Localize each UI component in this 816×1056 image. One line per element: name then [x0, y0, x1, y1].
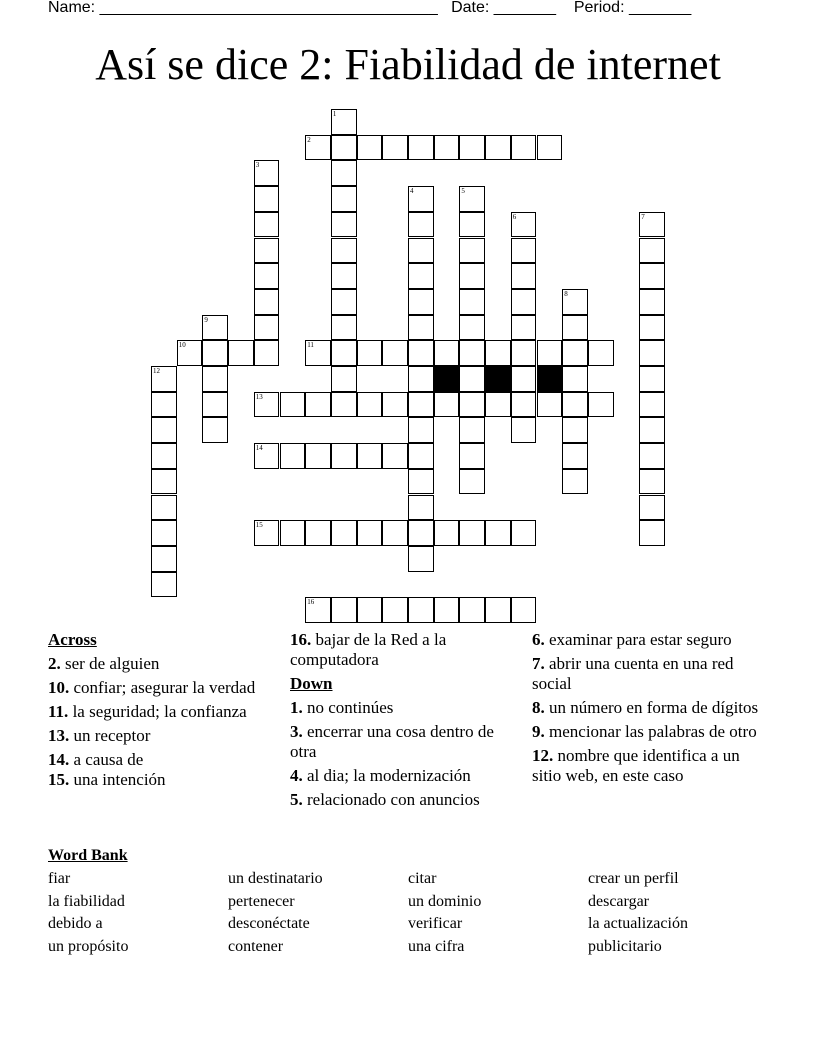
- clue-text: examinar para estar seguro: [549, 630, 732, 649]
- crossword-cell[interactable]: [305, 392, 331, 418]
- clue-number: 1.: [290, 698, 303, 717]
- crossword-cell[interactable]: [537, 340, 563, 366]
- crossword-cell[interactable]: [382, 597, 408, 623]
- crossword-cell[interactable]: [357, 520, 383, 546]
- crossword-cell[interactable]: [408, 417, 434, 443]
- crossword-cell[interactable]: [434, 340, 460, 366]
- word-bank-item: crear un perfil: [588, 870, 679, 887]
- clue-text: un receptor: [73, 726, 151, 745]
- clue-down-9: [532, 722, 772, 742]
- crossword-cell[interactable]: [408, 495, 434, 521]
- clue-number-label: 13: [255, 392, 263, 401]
- crossword-cell[interactable]: [202, 366, 228, 392]
- clue-number: 13.: [48, 726, 70, 745]
- crossword-cell[interactable]: [511, 289, 537, 315]
- clue-down-6: [532, 630, 772, 650]
- crossword-cell[interactable]: [537, 392, 563, 418]
- crossword-cell[interactable]: [562, 443, 588, 469]
- crossword-cell[interactable]: [408, 238, 434, 264]
- clue-number: 3.: [290, 722, 303, 741]
- clue-text: al dia; la modernización: [307, 766, 471, 785]
- clue-number-label: 6: [512, 212, 517, 221]
- crossword-cell[interactable]: [511, 135, 537, 161]
- crossword-cell[interactable]: [434, 520, 460, 546]
- clue-down-5: [290, 790, 505, 810]
- word-bank-item: un dominio: [408, 892, 482, 910]
- clue-across-16: [290, 630, 505, 670]
- crossword-cell[interactable]: [639, 366, 665, 392]
- clue-number: 12.: [532, 746, 554, 765]
- crossword-cell[interactable]: [485, 392, 511, 418]
- crossword-cell[interactable]: [485, 135, 511, 161]
- crossword-cell[interactable]: [434, 392, 460, 418]
- crossword-cell[interactable]: [331, 212, 357, 238]
- crossword-cell[interactable]: [254, 212, 280, 238]
- down-heading: Down: [290, 674, 333, 693]
- crossword-cell[interactable]: [331, 597, 357, 623]
- crossword-cell[interactable]: [151, 443, 177, 469]
- crossword-cell[interactable]: [639, 263, 665, 289]
- clue-number: 9.: [532, 722, 545, 741]
- clue-number: 11.: [48, 702, 69, 721]
- crossword-cell[interactable]: [408, 340, 434, 366]
- crossword-block: [485, 366, 511, 392]
- crossword-cell[interactable]: [331, 340, 357, 366]
- clue-number-label: 16: [307, 598, 315, 607]
- crossword-cell[interactable]: [639, 417, 665, 443]
- clue-number: 15.: [48, 770, 70, 789]
- word-bank-item: debido a: [48, 915, 103, 932]
- clues-column-2: [290, 630, 505, 814]
- crossword-cell[interactable]: [408, 366, 434, 392]
- crossword-cell[interactable]: [408, 469, 434, 495]
- crossword-cell[interactable]: [151, 469, 177, 495]
- crossword-cell[interactable]: [408, 212, 434, 238]
- clue-number-label: 15: [255, 521, 263, 530]
- clue-down-8: [532, 698, 772, 718]
- crossword-cell[interactable]: [639, 289, 665, 315]
- clue-text: ser de alguien: [65, 654, 160, 673]
- date-field[interactable]: Date: _______: [451, 0, 557, 16]
- crossword-cell[interactable]: [305, 443, 331, 469]
- clue-down-12: [532, 746, 772, 786]
- crossword-cell[interactable]: [151, 572, 177, 598]
- crossword-cell[interactable]: [331, 289, 357, 315]
- clue-text: a causa de: [73, 750, 144, 769]
- clue-across-10: [48, 678, 263, 698]
- clue-number-label: 3: [255, 161, 260, 170]
- word-bank-item: verificar: [408, 915, 463, 932]
- clue-text: nombre que identifica a un sitio web, en este caso: [532, 746, 740, 785]
- word-bank-item: desconéctate: [228, 915, 310, 932]
- crossword-cell[interactable]: [408, 315, 434, 341]
- crossword-cell[interactable]: [382, 340, 408, 366]
- crossword-cell[interactable]: [485, 520, 511, 546]
- crossword-cell[interactable]: [639, 340, 665, 366]
- crossword-cell[interactable]: [151, 417, 177, 443]
- crossword-cell[interactable]: [459, 469, 485, 495]
- crossword-cell[interactable]: [357, 392, 383, 418]
- clue-number: 16.: [290, 630, 312, 649]
- crossword-cell[interactable]: [485, 340, 511, 366]
- crossword-cell[interactable]: [228, 340, 254, 366]
- crossword-cell[interactable]: [511, 212, 537, 238]
- across-heading: Across: [48, 630, 97, 649]
- crossword-cell[interactable]: [254, 160, 280, 186]
- crossword-cell[interactable]: [382, 443, 408, 469]
- crossword-cell[interactable]: [202, 315, 228, 341]
- crossword-cell[interactable]: [254, 263, 280, 289]
- crossword-cell[interactable]: [459, 212, 485, 238]
- crossword-cell[interactable]: [562, 469, 588, 495]
- crossword-cell[interactable]: [382, 135, 408, 161]
- crossword-cell[interactable]: [331, 392, 357, 418]
- crossword-cell[interactable]: [408, 186, 434, 212]
- clue-across-14: [48, 750, 263, 770]
- clue-number-label: 5: [461, 187, 465, 196]
- clue-number-label: 1: [332, 110, 337, 118]
- clue-across-11: [48, 702, 263, 722]
- clue-text: mencionar las palabras de otro: [549, 722, 757, 741]
- crossword-cell[interactable]: [305, 597, 331, 623]
- crossword-cell[interactable]: [331, 520, 357, 546]
- crossword-cell[interactable]: [151, 366, 177, 392]
- period-field[interactable]: Period: _______: [573, 0, 692, 16]
- crossword-cell[interactable]: [254, 315, 280, 341]
- crossword-cell[interactable]: [254, 340, 280, 366]
- word-bank-item: publicitario: [588, 937, 662, 955]
- crossword-cell[interactable]: [639, 443, 665, 469]
- clue-number: 2.: [48, 654, 61, 673]
- crossword-cell[interactable]: [331, 263, 357, 289]
- crossword-cell[interactable]: [331, 186, 357, 212]
- crossword-cell[interactable]: [280, 392, 306, 418]
- word-bank-item: una cifra: [408, 937, 465, 955]
- clue-number-label: 8: [564, 289, 568, 298]
- crossword-cell[interactable]: [408, 597, 434, 623]
- word-bank-item: descargar: [588, 892, 649, 910]
- crossword-cell[interactable]: [511, 417, 537, 443]
- crossword-cell[interactable]: [639, 238, 665, 264]
- crossword-cell[interactable]: [459, 186, 485, 212]
- crossword-cell[interactable]: [459, 366, 485, 392]
- crossword-cell[interactable]: [511, 597, 537, 623]
- crossword-cell[interactable]: [331, 315, 357, 341]
- crossword-cell[interactable]: [254, 289, 280, 315]
- crossword-cell[interactable]: [562, 366, 588, 392]
- clue-number-label: 4: [410, 187, 414, 196]
- clue-text: bajar de la Red a la computadora: [290, 630, 447, 669]
- clue-number: 14.: [48, 750, 70, 769]
- crossword-cell[interactable]: [459, 392, 485, 418]
- word-bank-item: un propósito: [48, 937, 129, 955]
- word-bank-item: la actualización: [588, 915, 688, 932]
- crossword-cell[interactable]: [254, 520, 280, 546]
- crossword-cell[interactable]: [459, 238, 485, 264]
- crossword-cell[interactable]: [639, 495, 665, 521]
- crossword-cell[interactable]: [639, 315, 665, 341]
- crossword-block: [434, 366, 460, 392]
- clue-across-13: [48, 726, 263, 746]
- crossword-cell[interactable]: [357, 443, 383, 469]
- crossword-cell[interactable]: [459, 443, 485, 469]
- clue-across-15: [48, 770, 263, 790]
- crossword-cell[interactable]: [280, 443, 306, 469]
- clue-number: 8.: [532, 698, 545, 717]
- clue-number-label: 12: [153, 367, 160, 375]
- clue-number-label: 9: [204, 315, 208, 324]
- clue-number: 5.: [290, 790, 303, 809]
- crossword-cell[interactable]: [202, 392, 228, 418]
- word-bank-item: la fiabilidad: [48, 892, 125, 910]
- crossword-cell[interactable]: [151, 546, 177, 572]
- crossword-cell[interactable]: [357, 135, 383, 161]
- crossword-cell[interactable]: [331, 135, 357, 161]
- clue-number: 10.: [48, 678, 70, 697]
- crossword-cell[interactable]: [459, 417, 485, 443]
- crossword-cell[interactable]: [639, 392, 665, 418]
- crossword-cell[interactable]: [459, 597, 485, 623]
- crossword-cell[interactable]: [305, 340, 331, 366]
- crossword-cell[interactable]: [382, 392, 408, 418]
- clue-text: confiar; asegurar la verdad: [73, 678, 256, 697]
- clue-down-3: [290, 722, 505, 762]
- crossword-cell[interactable]: [331, 366, 357, 392]
- crossword-cell[interactable]: [357, 597, 383, 623]
- crossword-block: [537, 366, 563, 392]
- crossword-cell[interactable]: [511, 315, 537, 341]
- crossword-cell[interactable]: [562, 417, 588, 443]
- clue-text: encerrar una cosa dentro de otra: [290, 722, 494, 761]
- crossword-cell[interactable]: [511, 366, 537, 392]
- crossword-cell[interactable]: [408, 443, 434, 469]
- crossword-cell[interactable]: [408, 289, 434, 315]
- crossword-cell[interactable]: [408, 263, 434, 289]
- crossword-cell[interactable]: [537, 135, 563, 161]
- crossword-cell[interactable]: [588, 340, 614, 366]
- crossword-cell[interactable]: [459, 340, 485, 366]
- crossword-cell[interactable]: [408, 392, 434, 418]
- crossword-cell[interactable]: [151, 495, 177, 521]
- crossword-cell[interactable]: [305, 135, 331, 161]
- crossword-cell[interactable]: [562, 392, 588, 418]
- crossword-cell[interactable]: [254, 443, 280, 469]
- crossword-cell[interactable]: [511, 520, 537, 546]
- clue-text: relacionado con anuncios: [307, 790, 480, 809]
- crossword-cell[interactable]: [511, 340, 537, 366]
- crossword-cell[interactable]: [331, 238, 357, 264]
- page-title: Así se dice 2: Fiabilidad de internet: [95, 40, 721, 89]
- crossword-cell[interactable]: [331, 160, 357, 186]
- crossword-cell[interactable]: [254, 186, 280, 212]
- crossword-cell[interactable]: [408, 135, 434, 161]
- crossword-cell[interactable]: [485, 597, 511, 623]
- clue-number-label: 7: [641, 212, 645, 221]
- clue-across-2: [48, 654, 263, 674]
- crossword-cell[interactable]: [408, 520, 434, 546]
- crossword-cell[interactable]: [562, 340, 588, 366]
- crossword-cell[interactable]: [254, 392, 280, 418]
- crossword-cell[interactable]: [434, 135, 460, 161]
- clue-number-label: 10: [178, 341, 186, 350]
- crossword-cell[interactable]: [382, 520, 408, 546]
- crossword-cell[interactable]: [305, 520, 331, 546]
- crossword-cell[interactable]: [639, 520, 665, 546]
- crossword-cell[interactable]: [639, 469, 665, 495]
- crossword-cell[interactable]: [280, 520, 306, 546]
- crossword-cell[interactable]: [639, 212, 665, 238]
- clue-down-4: [290, 766, 505, 786]
- crossword-cell[interactable]: [511, 263, 537, 289]
- crossword-cell[interactable]: [459, 520, 485, 546]
- clues-column-1: [48, 630, 263, 794]
- clue-number: 4.: [290, 766, 303, 785]
- clue-down-1: [290, 698, 505, 718]
- crossword-cell[interactable]: [562, 315, 588, 341]
- clue-text: un número en forma de dígitos: [549, 698, 759, 717]
- name-field[interactable]: Name: ______________________________________: [48, 0, 438, 16]
- clues-column-3: [532, 630, 772, 790]
- clue-number-label: 2: [307, 135, 311, 144]
- crossword-cell[interactable]: [434, 597, 460, 623]
- clue-number: 6.: [532, 630, 545, 649]
- word-bank-heading: Word Bank: [48, 847, 128, 864]
- crossword-cell[interactable]: [202, 417, 228, 443]
- word-bank-item: un destinatario: [228, 870, 323, 887]
- clue-number: 7.: [532, 654, 545, 673]
- crossword-cell[interactable]: [459, 135, 485, 161]
- word-bank-item: contener: [228, 937, 284, 955]
- crossword-cell[interactable]: [151, 520, 177, 546]
- clue-text: una intención: [73, 770, 166, 789]
- clue-text: la seguridad; la confianza: [72, 702, 247, 721]
- crossword-cell[interactable]: [254, 238, 280, 264]
- clue-number-label: 14: [255, 444, 263, 453]
- crossword-cell[interactable]: [511, 392, 537, 418]
- clue-down-7: [532, 654, 772, 694]
- crossword-cell[interactable]: [588, 392, 614, 418]
- crossword-cell[interactable]: [511, 238, 537, 264]
- crossword-cell[interactable]: [331, 443, 357, 469]
- word-bank-item: citar: [408, 870, 437, 887]
- crossword-cell[interactable]: [459, 289, 485, 315]
- crossword-cell[interactable]: [562, 289, 588, 315]
- crossword-cell[interactable]: [357, 340, 383, 366]
- crossword-cell[interactable]: [151, 392, 177, 418]
- word-bank-item: pertenecer: [228, 892, 295, 910]
- crossword-cell[interactable]: [177, 340, 203, 366]
- clue-text: abrir una cuenta en una red social: [532, 654, 734, 693]
- word-bank-item: fiar: [48, 870, 71, 887]
- clue-number-label: 11: [307, 341, 314, 350]
- crossword-cell[interactable]: [202, 340, 228, 366]
- crossword-cell[interactable]: [408, 546, 434, 572]
- crossword-cell[interactable]: [331, 109, 357, 135]
- crossword-cell[interactable]: [459, 263, 485, 289]
- word-bank: [48, 868, 768, 958]
- crossword-cell[interactable]: [459, 315, 485, 341]
- clue-text: no continúes: [307, 698, 394, 717]
